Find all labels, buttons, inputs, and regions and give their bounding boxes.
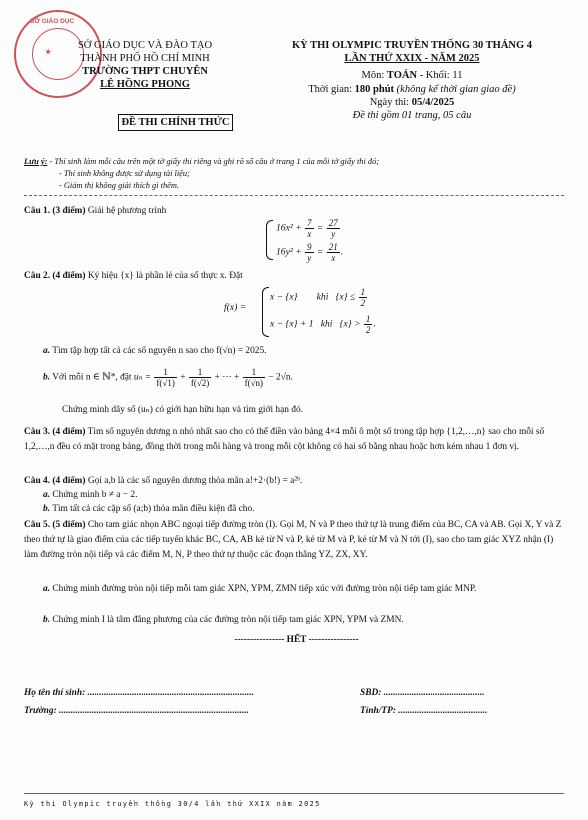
- note-line2: - Thí sinh không được sử dụng tài liệu;: [59, 169, 190, 178]
- case-2: x − {x} + 1 khi {x} > $\frac{1}{2}$ .: [270, 314, 376, 335]
- official-exam-box: ĐỀ THI CHÍNH THỨC: [118, 114, 233, 131]
- question-3: Câu 3. (4 điểm) Tìm số nguyên dương n nhỏ nhất sao cho có thể điền vào bảng 4×4 mỗi ô một số trong tập hợp {1,2,…,n} sao cho mỗi số 1,2,…,n đều có mặt trong bảng, đồng thời trong mỗi hàng và trong mỗi cột không có hai số bằng nhau hoặc hơn kém nhau 1 đơn vị.: [24, 427, 545, 452]
- sbd-field: SBD: ...........................................: [360, 688, 485, 698]
- question-2: Câu 2. (4 điểm) Ký hiệu {x} là phần lẻ của số thực x. Đặt: [24, 271, 243, 281]
- question-4b: b. Tìm tất cả các cặp số (a;b) thỏa mãn điều kiện đã cho.: [43, 504, 255, 514]
- end-marker: ---------------- HẾT ----------------: [234, 635, 359, 645]
- notes: Lưu ý: - Thí sinh làm mỗi câu trên một tờ giấy thi riêng và ghi rõ số câu ở trang 1 của mỗi tờ giấy thi đó; - Thí sinh không được sử dụng tài liệu; - Giám thị không giải thích gì thêm.: [24, 157, 380, 190]
- question-1: Câu 1. (3 điểm) Giải hệ phương trình: [24, 206, 167, 216]
- case-1: x − {x} khi {x} ≤ $\frac{1}{2}$: [270, 287, 366, 308]
- seal-center: ★: [45, 49, 52, 56]
- candidate-name-field: Họ tên thí sinh: .......................................................................: [24, 688, 254, 698]
- pages-line: Đề thi gồm 01 trang, 05 câu: [352, 110, 472, 122]
- footer-text: Kỳ thi Olympic truyền thống 30/4 lần thứ XXIX năm 2025: [24, 800, 321, 808]
- piecewise-brace: [262, 287, 269, 337]
- question-4: Câu 4. (4 điểm) Gọi a,b là các số nguyên dương thỏa mãn a!+2·(b!) = a²ᵇ.: [24, 476, 303, 486]
- time-line: Thời gian: 180 phút (không kể thời gian giao đề): [308, 83, 516, 95]
- subject-line: Môn: TOÁN - Khối: 11: [361, 70, 463, 82]
- school-line1: TRƯỜNG THPT CHUYÊN: [82, 66, 208, 77]
- school-field: Trường: .................................................................................: [24, 706, 249, 716]
- exam-title: KỲ THI OLYMPIC TRUYỀN THỐNG 30 THÁNG 4: [291, 40, 533, 51]
- equation-2: 16y² + $\frac{9}{y}$ = $\frac{21}{x}$ .: [276, 242, 344, 263]
- header-left: [60, 39, 230, 91]
- seal-text: SỞ GIÁO DỤC: [30, 18, 75, 25]
- f-definition: f(x) =: [224, 302, 247, 313]
- province-field: Tỉnh/TP: ......................................: [360, 706, 488, 716]
- city-name: THÀNH PHỐ HỒ CHÍ MINH: [80, 53, 210, 64]
- school-line2: LÊ HỒNG PHONG: [100, 79, 190, 90]
- equation-1: 16x² + $\frac{7}{x}$ = $\frac{27}{y}$: [276, 218, 338, 239]
- exam-edition: LẦN THỨ XXIX - NĂM 2025: [344, 53, 480, 65]
- dept-name: SỞ GIÁO DỤC VÀ ĐÀO TẠO: [77, 40, 213, 51]
- header-right: [257, 39, 567, 122]
- question-5b: b. Chứng minh I là tâm đẳng phương của các đường tròn nội tiếp tam giác XPN, YPM và ZMN.: [43, 615, 404, 625]
- system-brace: [266, 220, 273, 260]
- footer-rule: [24, 793, 564, 794]
- question-5: Câu 5. (5 điểm) Cho tam giác nhọn ABC ngoại tiếp đường tròn (I). Gọi M, N và P theo thứ tự là trung điểm của BC, CA và AB. Gọi X, Y và Z theo thứ tự là giao điểm của các tiếp tuyến khác BC, CA, AB kẻ từ N và P, kẻ từ M và P, kẻ từ M và N tới (I), sao cho tam giác XYZ nhận (I) làm đường tròn nội tiếp và các điểm M, N, P theo thứ tự thuộc các đoạn thẳng YZ, ZX, XY.: [24, 520, 562, 561]
- note-line3: - Giám thị không giải thích gì thêm.: [59, 181, 180, 190]
- question-2b-conclusion: Chứng minh dãy số (uₙ) có giới hạn hữu hạn và tìm giới hạn đó.: [62, 405, 304, 415]
- question-4a: a. Chứng minh b ≠ a − 2.: [43, 490, 138, 500]
- question-2a: a. Tìm tập hợp tất cả các số nguyên n sao cho f(√n) = 2025.: [43, 346, 267, 356]
- date-line: Ngày thi: 05/4/2025: [369, 96, 455, 108]
- question-5a: a. Chứng minh đường tròn nội tiếp mỗi tam giác XPN, YPM, ZMN tiếp xúc với đường tròn nội tiếp tam giác MNP.: [43, 584, 477, 594]
- note-line1: - Thí sinh làm mỗi câu trên một tờ giấy thi riêng và ghi rõ số câu ở trang 1 của mỗi tờ giấy thi đó;: [49, 157, 380, 166]
- question-2b: b. Với mỗi n ∈ ℕ*, đặt uₙ = $\frac{1}{f(√1)}$ + $\frac{1}{f(√2)}$ + ⋯ + $\frac{1}{f(√n)}$ − 2√n.: [43, 367, 293, 388]
- divider: [24, 195, 564, 196]
